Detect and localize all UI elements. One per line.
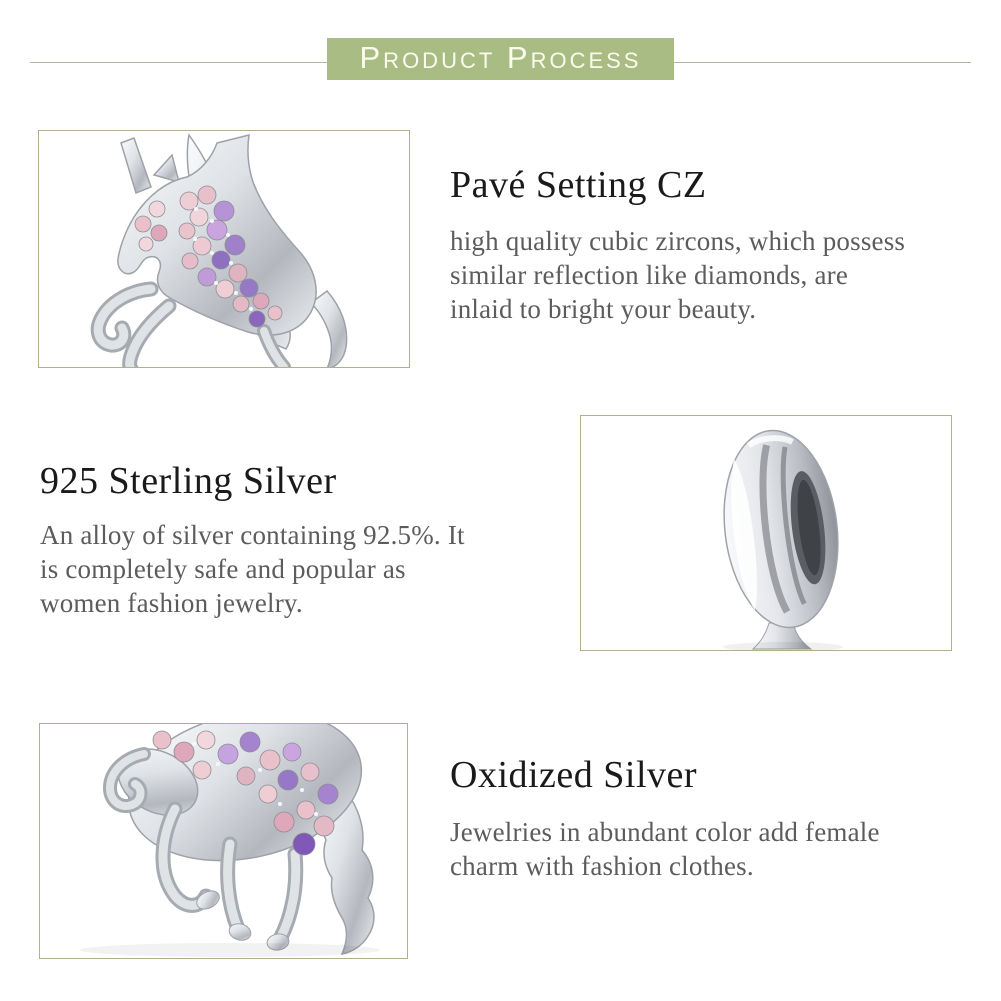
body-line: inlaid to bright your beauty.	[450, 294, 757, 324]
body-line: women fashion jewelry.	[40, 588, 303, 618]
section-body-925-sterling-silver	[40, 518, 540, 620]
unicorn-charm-top-photo	[38, 130, 410, 368]
silver-stopper-bead-photo	[580, 415, 952, 651]
section-title-pave-setting-cz: Pavé Setting CZ	[450, 164, 707, 206]
body-line: high quality cubic zircons, which possess	[450, 226, 906, 256]
body-line: An alloy of silver containing 92.5%. It	[40, 520, 465, 550]
body-line: Jewelries in abundant color add female	[450, 817, 880, 847]
section-title-925-sterling-silver: 925 Sterling Silver	[40, 460, 337, 502]
section-body-pave-setting-cz	[450, 224, 980, 326]
header-title-box	[327, 38, 674, 80]
header-rule-left	[30, 62, 327, 63]
silver-bead-illustration	[581, 416, 951, 650]
body-line: is completely safe and popular as	[40, 554, 406, 584]
header-rule-right	[674, 62, 971, 63]
body-line: charm with fashion clothes.	[450, 851, 754, 881]
body-line: similar reflection like diamonds, are	[450, 260, 849, 290]
page-title: Product Process	[359, 40, 642, 75]
section-body-oxidized-silver	[450, 815, 980, 883]
unicorn-charm-top-illustration	[39, 131, 409, 367]
unicorn-charm-bottom-photo	[39, 723, 408, 959]
unicorn-charm-bottom-illustration	[40, 724, 407, 958]
section-title-oxidized-silver: Oxidized Silver	[450, 754, 698, 796]
